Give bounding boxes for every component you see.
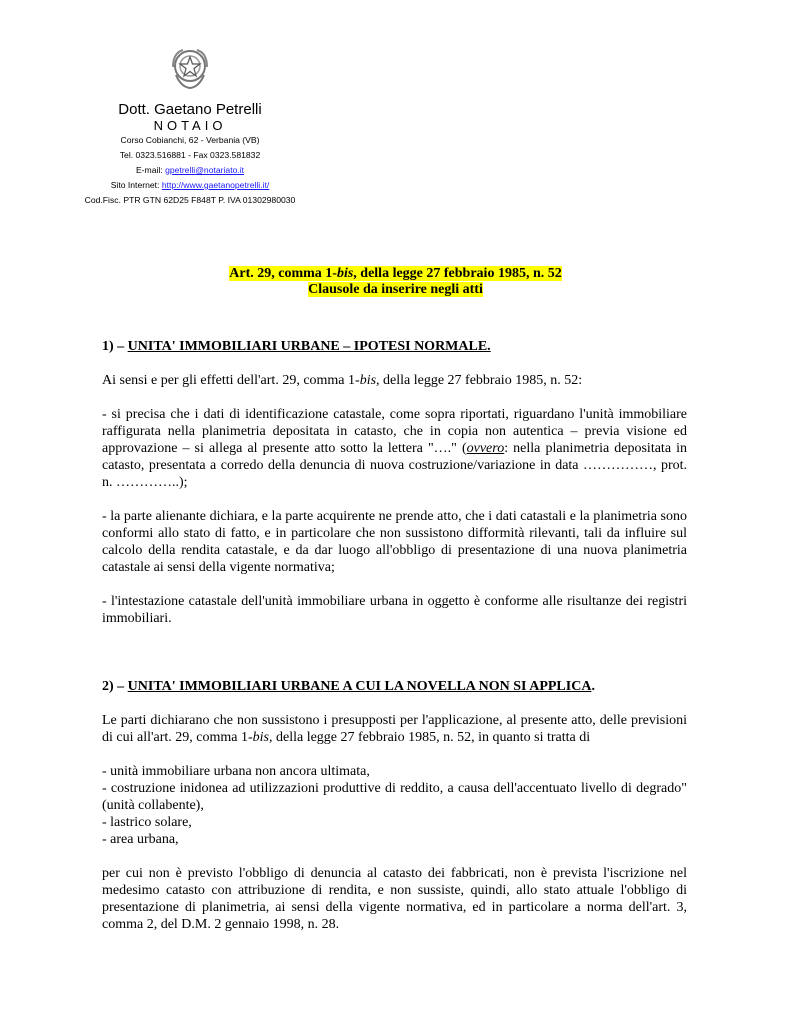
address: Corso Cobianchi, 62 - Verbania (VB) [120, 135, 260, 145]
list-item: - unità immobiliare urbana non ancora ultimata, [102, 764, 370, 779]
website-link[interactable]: http://www.gaetanopetrelli.it/ [161, 180, 270, 190]
list-item: - lastrico solare, [102, 815, 192, 830]
title-text: , della legge 27 febbraio 1985, n. 52 [353, 266, 562, 281]
section-1-heading [102, 338, 687, 355]
notary-name: Dott. Gaetano Petrelli [118, 101, 262, 118]
website-label: Sito Internet: [110, 180, 162, 190]
section-1-paragraph-3: - l'intestazione catastale dell'unità immobiliare urbana in oggetto è conforme alle risultanze dei registri immobiliari. [102, 594, 687, 626]
letterhead [70, 45, 310, 208]
section-number: 2) – [102, 679, 128, 694]
title-line-1 [0, 266, 791, 282]
title-line-2 [0, 282, 791, 298]
document-body [102, 338, 687, 933]
email-line [70, 163, 310, 178]
section-2-heading: 2) – UNITA' IMMOBILIARI URBANE A CUI LA NOVELLA NON SI APPLICA. [102, 679, 595, 694]
notary-title: NOTAIO [153, 118, 227, 133]
phone-fax: Tel. 0323.516881 - Fax 0323.581832 [119, 150, 261, 160]
italian-republic-emblem-icon [167, 45, 213, 91]
title-line-1-highlight [229, 266, 561, 281]
section-1-paragraph-2: - la parte alienante dichiara, e la parte acquirente ne prende atto, che i dati catastali e la planimetria sono conformi allo stato di fatto, e in particolare che non sussistono difformità rilevanti, tali da influire sul calcolo della rendita catastale, e da dar luogo all'obbligo di presentazione di una nuova planimetria catastale ai sensi della vigente normativa; [102, 509, 687, 575]
website-line [70, 178, 310, 193]
title-text: Art. 29, comma 1- [229, 266, 337, 281]
section-1-intro: Ai sensi e per gli effetti dell'art. 29, comma 1-bis, della legge 27 febbraio 1985, n. 52: [102, 373, 583, 388]
tax-codes: Cod.Fisc. PTR GTN 62D25 F848T P. IVA 01302980030 [84, 195, 296, 205]
document-title [0, 266, 791, 298]
list-item: - costruzione inidonea ad utilizzazioni produttive di reddito, a causa dell'accentuato livello di degrado" (unità collabente), [102, 781, 687, 813]
section-2-closing: per cui non è previsto l'obbligo di denuncia al catasto dei fabbricati, non è prevista l'iscrizione nel medesimo catasto con attribuzione di rendita, e non sussiste, quindi, allo stato attuale l'obbligo di presentazione di planimetria, ai sensi della vigente normativa, ed in particolare a norma dell'art. 3, comma 2, del D.M. 2 gennaio 1998, n. 28. [102, 866, 687, 932]
email-label: E-mail: [135, 165, 166, 175]
section-1-paragraph-1: - si precisa che i dati di identificazione catastale, come sopra riportati, riguardano l'unità immobiliare raffigurata nella planimetria depositata in catasto, che in copia non autentica – previa visione ed approvazione – si allega al presente atto sotto la lettera "…." (ovvero: nella planimetria depositata in catasto, presentata a corredo della denuncia di nuova costruzione/variazione in data ……………, prot. n. …………..); [102, 407, 687, 490]
section-2-intro: Le parti dichiarano che non sussistono i presupposti per l'applicazione, al presente atto, delle previsioni di cui all'art. 29, comma 1-bis, della legge 27 febbraio 1985, n. 52, in quanto si tratta di [102, 713, 687, 745]
list-item: - area urbana, [102, 832, 179, 847]
section-title: UNITA' IMMOBILIARI URBANE A CUI LA NOVELLA NON SI APPLICA [127, 679, 592, 694]
title-line-2-highlight: Clausole da inserire negli atti [308, 282, 483, 297]
title-italic: bis [336, 266, 354, 281]
email-link[interactable]: gpetrelli@notariato.it [165, 165, 245, 175]
section-number: 1) – [102, 339, 128, 354]
section-title: UNITA' IMMOBILIARI URBANE – IPOTESI NORMALE. [127, 339, 491, 354]
